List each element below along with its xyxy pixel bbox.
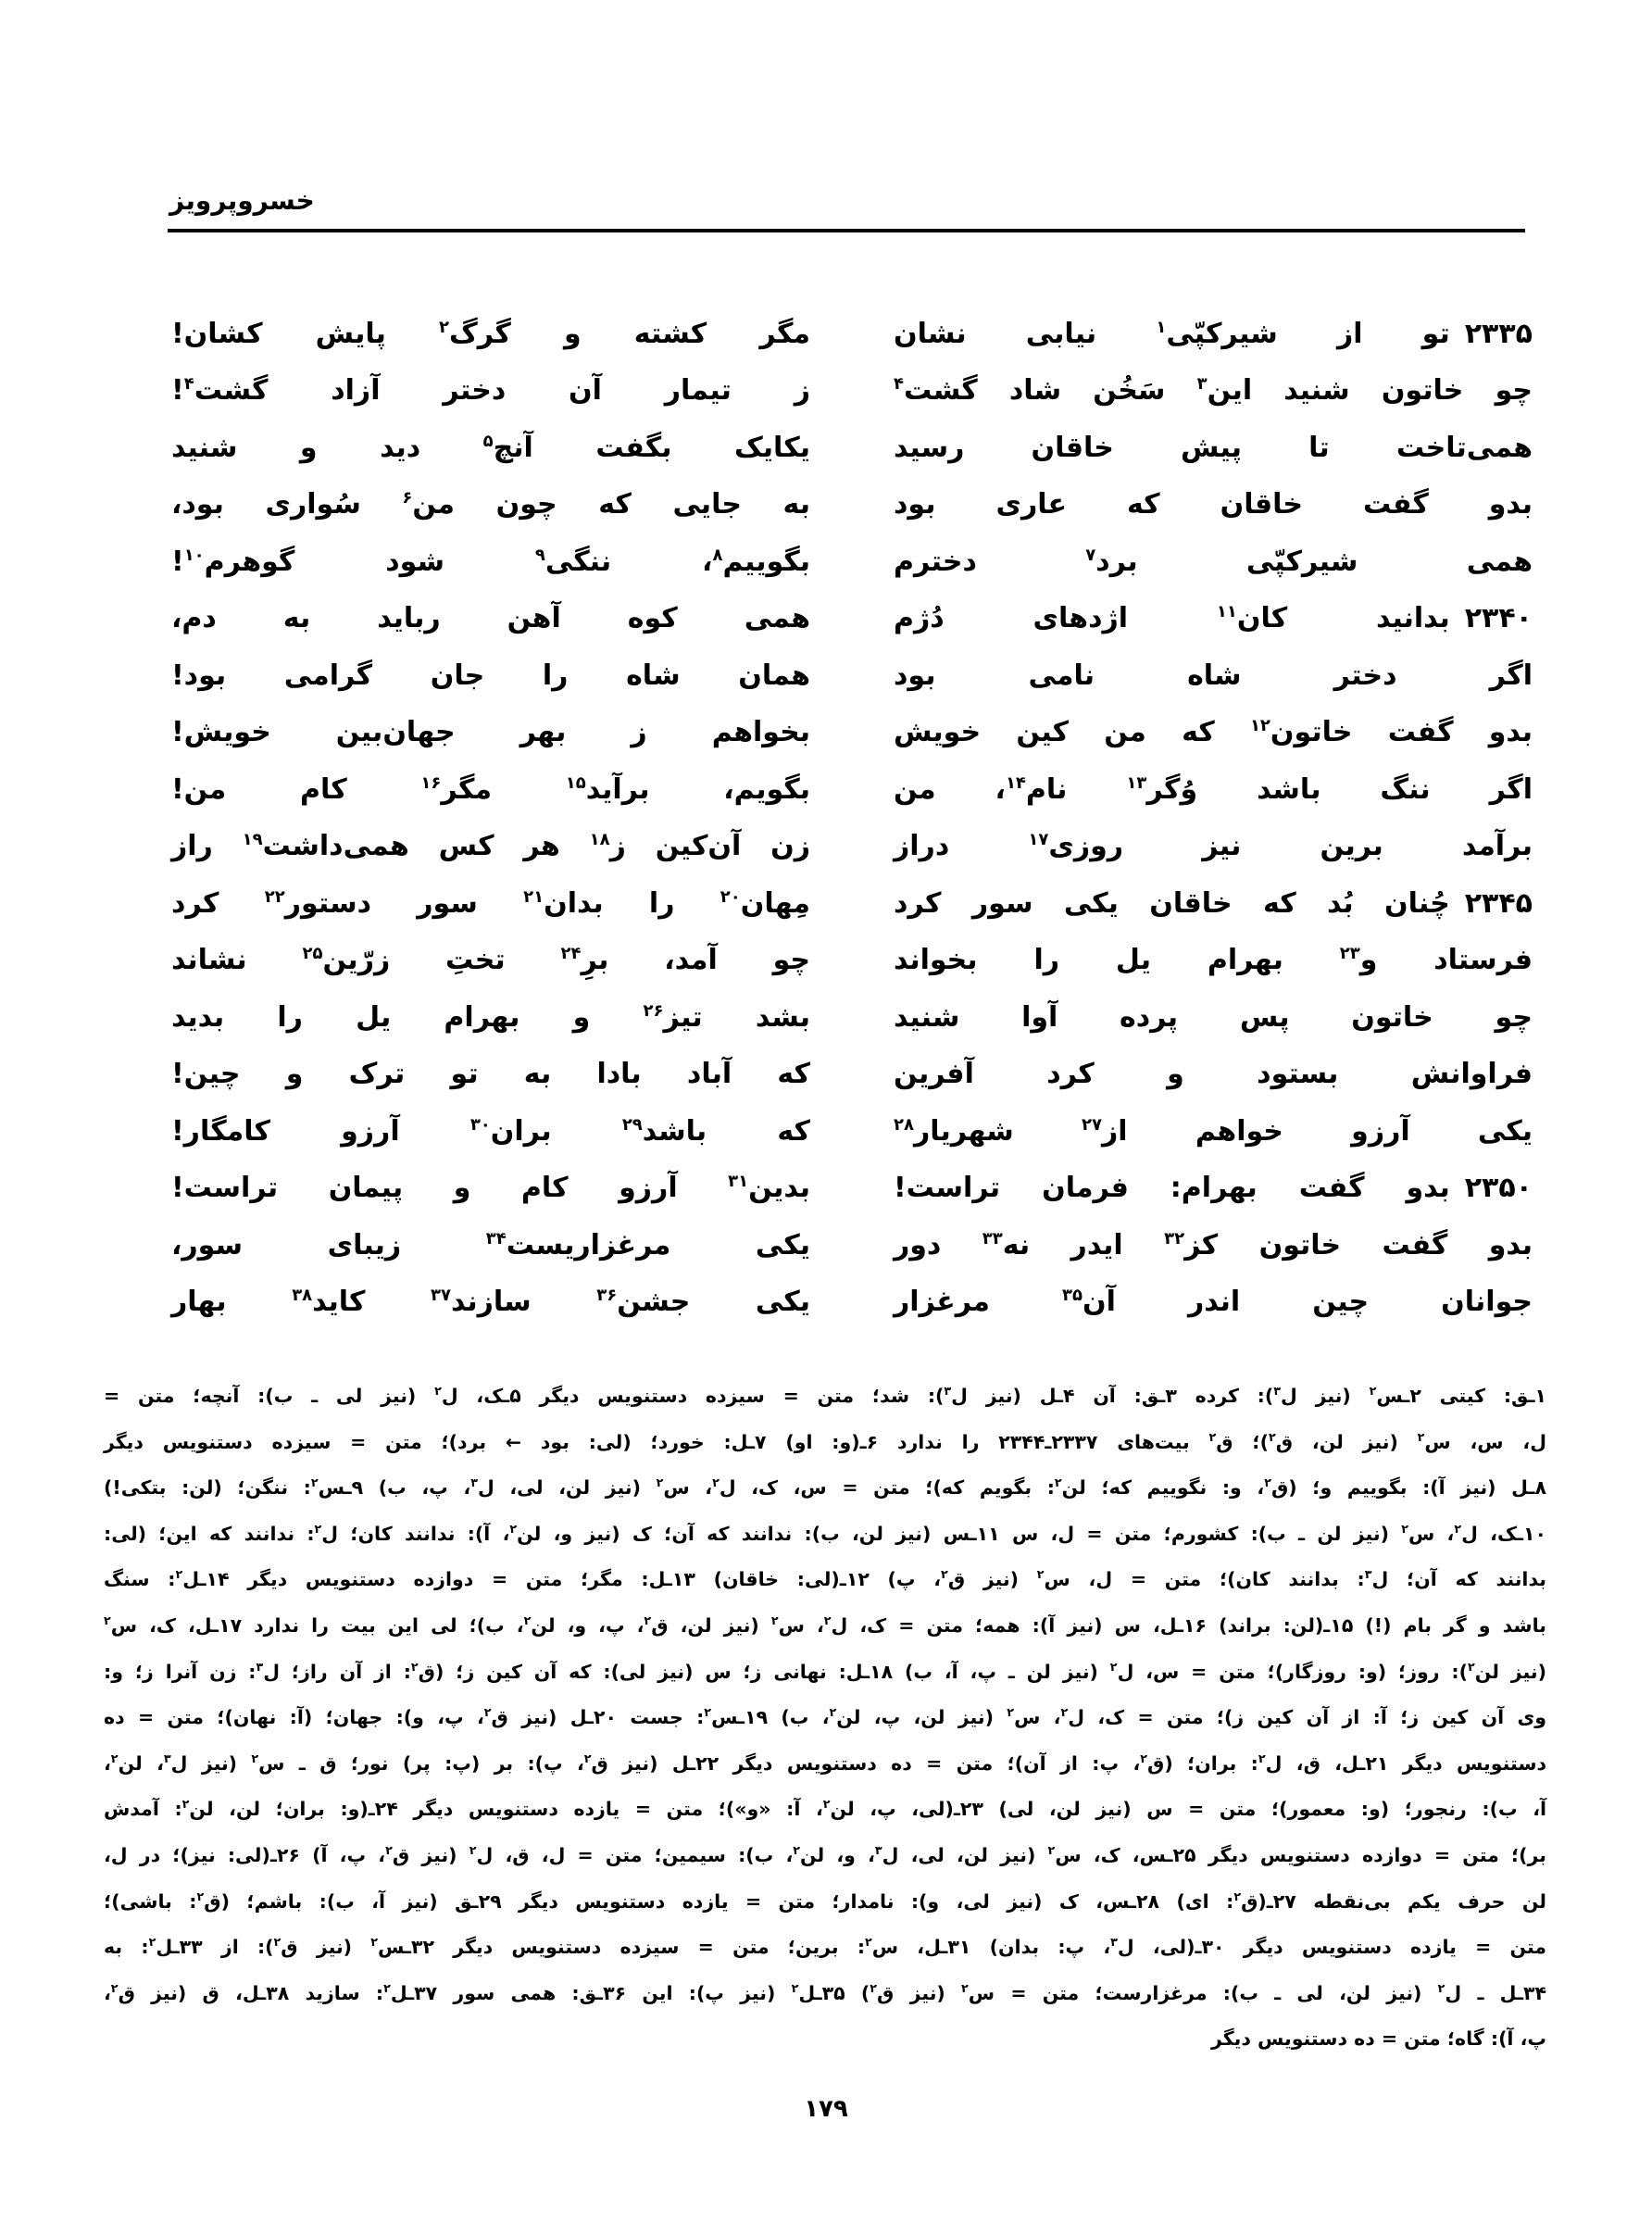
verse-row: [171, 1217, 1533, 1274]
hemistich-text: که آباد بادا به تو ترک و چین!: [171, 1058, 810, 1091]
hemistich-text: یکایک بگفت آنچ$^۵$ دید و شنید: [171, 431, 810, 464]
hemistich-right: [894, 488, 1533, 521]
hemistich-text: برآمد برین نیز روزی$^{۱۷}$ دراز: [894, 830, 1533, 863]
footnote-line: متن = یازده دستنویس دیگر ۳۰ـ(لی، ل$^۳$، پ: بدان) ۳۱ـل، س$^۲$: برین؛ متن = سیزده دستنویس دیگر ۳۲ـس$^۲$ (نیز ق$^۲$): از ۳۳ـل$^۲$: به: [104, 1935, 1547, 1959]
hemistich-left: [171, 1172, 810, 1205]
footnote-line: (نیز لن$^۲$): روز؛ (و: روزگار)؛ متن = س، ل$^۲$ (نیز لن ـ پ، آ، ب) ۱۸ـل: نهانی ز؛ س (نیز لی): که آن کین ز؛ (ق$^۲$: از آن راز؛ ل$^۳$: زن آنرا ز؛ و:: [104, 1659, 1546, 1683]
verse-number: ۲۳۳۵: [1464, 317, 1533, 350]
hemistich-text: فراوانش بستود و کرد آفرین: [894, 1058, 1533, 1091]
hemistich-right: [894, 772, 1533, 806]
hemistich-text: اگر دختر شاه نامی بود: [894, 659, 1533, 692]
poem: [171, 306, 1533, 1331]
hemistich-text: به جایی که چون من$^۶$ سُواری بود،: [171, 488, 810, 521]
hemistich-right: [894, 944, 1533, 977]
footnote-line: بر)؛ متن = دوازده دستنویس دیگر ۲۵ـس، ک، س$^۲$ (نیز لن، لی، ل$^۳$، و، لن$^۲$، ب): سیمین؛ متن = ل، ق، ل$^۲$ (نیز ق$^۲$، پ، آ) ۲۶ـ(لی: نیز)؛ در ل،: [104, 1843, 1546, 1866]
verse-row: [171, 705, 1533, 762]
verse-row: [171, 647, 1533, 705]
verse-row: [171, 819, 1533, 876]
hemistich-text: چو آمد، برِ$^{۲۴}$ تختِ زرّین$^{۲۵}$ نشاند: [171, 944, 810, 977]
footnote-line: ۱ـق: کیتی ۲ـس$^۲$ (نیز ل$^۳$): کرده ۳ـق: آن ۴ـل (نیز ل$^۳$): شد؛ متن = سیزده دستنویس دیگر ۵ـک، ل$^۲$ (نیز لی ـ ب): آنچه؛ متن =: [104, 1384, 1547, 1407]
verse-row: [171, 477, 1533, 534]
verse-number: ۲۳۵۰: [1464, 1172, 1533, 1205]
hemistich-left: [171, 1058, 810, 1091]
footnote-line: پ، آ): گاه؛ متن = ده دستنویس دیگر: [1210, 2027, 1546, 2051]
hemistich-right: [894, 830, 1533, 863]
hemistich-text: فرستاد و$^{۲۳}$ بهرام یل را بخواند: [894, 944, 1533, 977]
verse-row: [171, 1103, 1533, 1161]
hemistich-text: یکی جشن$^{۳۶}$ سازند$^{۳۷}$ کاید$^{۳۸}$ بهار: [171, 1286, 810, 1319]
hemistich-right: [894, 602, 1533, 635]
hemistich-text: همی شیرکپّی برد$^۷$ دخترم: [894, 545, 1533, 578]
hemistich-text: بدو گفت خاتون کز$^{۳۲}$ ایدر نه$^{۳۳}$ دور: [894, 1228, 1533, 1261]
verse-row: [171, 306, 1533, 363]
hemistich-right: [894, 317, 1533, 350]
hemistich-right: [894, 1286, 1533, 1319]
hemistich-left: [171, 431, 810, 464]
hemistich-text: همی کوه آهن رباید به دم،: [171, 602, 810, 635]
hemistich-text: ز تیمار آن دختر آزاد گشت$^۴$!: [171, 374, 810, 408]
hemistich-left: [171, 1228, 810, 1261]
hemistich-left: [171, 1114, 810, 1148]
hemistich-left: [171, 830, 810, 863]
verse-row: [171, 1161, 1533, 1218]
verse-row: [171, 989, 1533, 1047]
hemistich-left: [171, 1286, 810, 1319]
hemistich-text: زن آن‌کین ز$^{۱۸}$ هر کس همی‌داشت$^{۱۹}$ راز: [171, 830, 810, 863]
hemistich-left: [171, 374, 810, 408]
hemistich-left: [171, 1000, 810, 1034]
verse-number: ۲۳۴۵: [1464, 886, 1533, 920]
footnote-line: آ، ب): رنجور؛ (و: معمور)؛ متن = س (نیز لن، لی) ۲۳ـ(لی، پ، لن$^۲$، آ: «و»)؛ متن = یازده دستنویس دیگر ۲۴ـ(و: بران؛ لن، لن$^۲$: آمدش: [104, 1797, 1547, 1821]
hemistich-text: بگویم، برآید$^{۱۵}$ مگر$^{۱۶}$ کام من!: [171, 772, 810, 806]
verse-row: [171, 420, 1533, 477]
hemistich-text: تو از شیرکپّی$^۱$ نیابی نشان: [894, 317, 1450, 350]
hemistich-text: بدانید کان$^{۱۱}$ اژدهای دُژم: [894, 602, 1450, 635]
hemistich-right: [894, 1000, 1533, 1034]
hemistich-text: اگر ننگ باشد وُگر$^{۱۳}$ نام$^{۱۴}$، من: [894, 772, 1533, 806]
footnote-line: ۸ـل (نیز آ): بگوییم و؛ (ق$^۲$، و: نگوییم که؛ لن$^۲$: بگویم که)؛ متن = س، ک، ل$^۲$، س$^۲$ (نیز لن، لی، ل$^۳$، پ، ب) ۹ـس$^۲$: ننگن؛ (لن: بتکی!): [104, 1475, 1546, 1500]
footnote-line: باشد و گر بام (!) ۱۵ـ(لن: براند) ۱۶ـل، س (نیز آ): همه؛ متن = ک، ل$^۲$، س$^۲$ (نیز لن، ق$^۲$، پ، و، لن$^۲$، ب)؛ لی این بیت را ندارد ۱۷ـل، ک، س$^۲$: [104, 1613, 1546, 1637]
hemistich-left: [171, 716, 810, 749]
hemistich-left: [171, 488, 810, 521]
verse-row: [171, 533, 1533, 591]
hemistich-left: [171, 545, 810, 578]
hemistich-left: [171, 317, 810, 350]
footnote-line: ۳۴ـل ـ ل$^۲$ (نیز لن، لی ـ ب): مرغزارست؛ متن = س$^۲$ (نیز ق$^۲$) ۳۵ـل$^۲$ (نیز پ): این ۳۶ـق: همی سور ۳۷ـل$^۲$: سازید ۳۸ـل، ق (نیز ق$^۲$،: [104, 1980, 1547, 2004]
hemistich-text: همی‌تاخت تا پیش خاقان رسید: [894, 431, 1533, 464]
hemistich-text: بدو گفت خاتون$^{۱۲}$ که من کین خویش: [894, 716, 1533, 749]
hemistich-right: [894, 716, 1533, 749]
page-title: خسروپرویز: [169, 185, 315, 216]
hemistich-right: [894, 431, 1533, 464]
hemistich-text: بدین$^{۳۱}$ آرزو کام و پیمان تراست!: [171, 1172, 810, 1205]
hemistich-text: بدو گفت خاقان که عاری بود: [894, 488, 1533, 521]
hemistich-text: بخواهم ز بهر جهان‌بین خویش!: [171, 716, 810, 749]
footnote-line: ۱۰ـک، ل$^۲$، س$^۲$ (نیز لن ـ ب): کشورم؛ متن = ل، س ۱۱ـس (نیز لن، ب): ندانند که آن؛ ک (نیز و، لن$^۲$، آ): ندانند کان؛ ل$^۲$: ندانند که این؛ (لی:: [104, 1521, 1546, 1545]
hemistich-text: همان شاه را جان گرامی بود!: [171, 659, 810, 692]
hemistich-right: [894, 886, 1533, 920]
verse-row: [171, 761, 1533, 819]
hemistich-text: مِهان$^{۲۰}$ را بدان$^{۲۱}$ سور دستور$^{۲۲}$ کرد: [171, 886, 810, 920]
hemistich-left: [171, 772, 810, 806]
hemistich-right: [894, 1172, 1533, 1205]
hemistich-text: مگر کشته و گرگ$^۲$ پایش کشان!: [171, 317, 810, 350]
footnote-line: ل، س، س$^۲$ (نیز لن، ق$^۲$)؛ ق$^۲$ بیت‌های ۲۳۳۷ـ۲۳۴۴ را ندارد ۶ـ(و: او) ۷ـل: خورد؛ (لی: بود ← برد)؛ متن = سیزده دستنویس دیگر: [104, 1429, 1546, 1453]
verse-number: ۲۳۴۰: [1464, 602, 1533, 635]
hemistich-text: چُنان بُد که خاقان یکی سور کرد: [894, 886, 1450, 920]
hemistich-right: [894, 1228, 1533, 1261]
hemistich-text: بدو گفت بهرام: فرمان تراست!: [894, 1172, 1450, 1205]
footnote-line: لن حرف یکم بی‌نقطه ۲۷ـ(ق$^۲$: ای) ۲۸ـس، ک (نیز لی، و): نامدار؛ متن = یازده دستنویس دیگر ۲۹ـق (نیز آ، ب): باشم؛ (ق$^۲$: باشی)؛: [104, 1889, 1546, 1913]
footnote-line: وی آن کین ز؛ آ: از آن کین ز)؛ متن = ک، ل$^۲$، س$^۲$ (نیز لن، پ، لن$^۲$، ب) ۱۹ـس$^۲$: جست ۲۰ـل (نیز ق$^۲$، پ، و): جهان؛ (آ: نهان)؛ متن = ده: [104, 1705, 1547, 1729]
hemistich-text: چو خاتون پس پرده آوا شنید: [894, 1000, 1533, 1034]
hemistich-right: [894, 1114, 1533, 1148]
page-number: ۱۷۹: [804, 2095, 848, 2123]
footnotes: [104, 1374, 1546, 2063]
verse-row: [171, 1047, 1533, 1104]
verse-row: [171, 875, 1533, 933]
hemistich-left: [171, 944, 810, 977]
footnote-line: دستنویس دیگر ۲۱ـل، ق، ل$^۲$: بران؛ (ق$^۲$، پ: از آن)؛ متن = ده دستنویس دیگر ۲۲ـل (نیز ق$^۲$، پ): بر (پ: پر) نور؛ ق ـ س$^۲$ (نیز ل$^۳$، لن$^۲$،: [104, 1751, 1547, 1775]
hemistich-right: [894, 545, 1533, 578]
hemistich-text: که باشد$^{۲۹}$ بران$^{۳۰}$ آرزو کامگار!: [171, 1114, 810, 1148]
hemistich-text: یکی آرزو خواهم از$^{۲۷}$ شهریار$^{۲۸}$: [894, 1114, 1533, 1148]
verse-row: [171, 933, 1533, 990]
hemistich-right: [894, 1058, 1533, 1091]
hemistich-text: جوانان چین اندر آن$^{۳۵}$ مرغزار: [894, 1286, 1533, 1319]
footnote-line: بدانند که آن؛ ل$^۳$: بدانند کان)؛ متن = ل، س$^۲$ (نیز ق$^۲$، پ) ۱۲ـ(لی: خاقان) ۱۳ـل: مگر؛ متن = دوازده دستنویس دیگر ۱۴ـل$^۲$: سنگ: [104, 1567, 1547, 1591]
verse-row: [171, 591, 1533, 648]
hemistich-right: [894, 374, 1533, 408]
hemistich-text: چو خاتون شنید این$^۳$ سَخُن شاد گشت$^۴$: [894, 374, 1533, 408]
hemistich-text: بشد تیز$^{۲۶}$ و بهرام یل را بدید: [171, 1000, 810, 1034]
hemistich-left: [171, 659, 810, 692]
verse-row: [171, 1274, 1533, 1332]
header-rule: [168, 229, 1525, 232]
hemistich-left: [171, 886, 810, 920]
hemistich-right: [894, 659, 1533, 692]
hemistich-text: بگوییم$^۸$، ننگی$^۹$ شود گوهرم$^{۱۰}$!: [171, 545, 810, 578]
hemistich-left: [171, 602, 810, 635]
hemistich-text: یکی مرغزاریست$^{۳۴}$ زیبای سور،: [171, 1228, 810, 1261]
verse-row: [171, 363, 1533, 420]
